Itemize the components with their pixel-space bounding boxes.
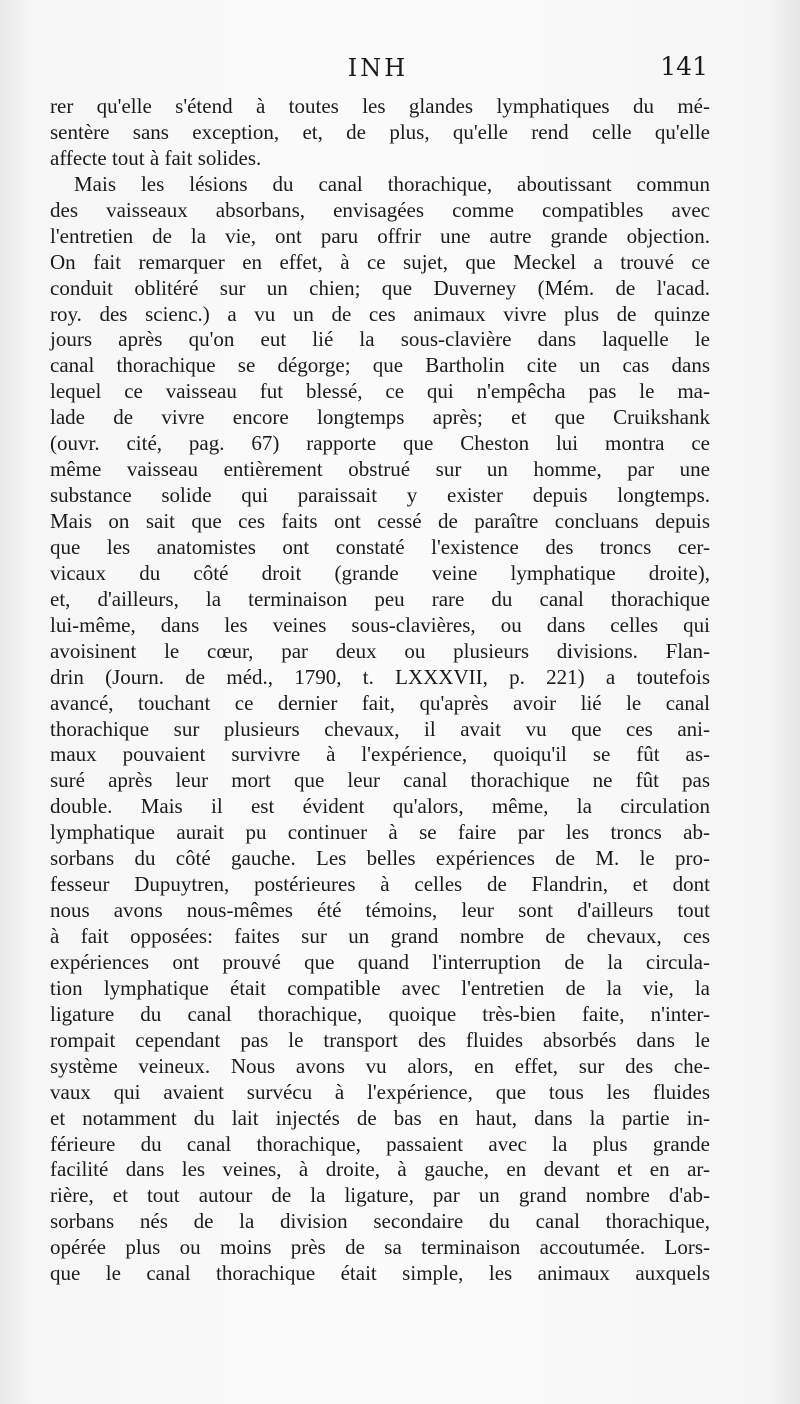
text-line: lymphatique aurait pu continuer à se faire par les troncs ab-: [50, 820, 710, 845]
text-line: canal thorachique se dégorge; que Bartholin cite un cas dans: [50, 353, 710, 378]
text-line: système veineux. Nous avons vu alors, en effet, sur des che-: [50, 1053, 710, 1078]
text-line: Mais on sait que ces faits ont cessé de paraître concluans depuis: [50, 509, 710, 533]
text-line: vicaux du côté droit (grande veine lymphatique droite),: [50, 560, 710, 585]
text-line: sorbans du côté gauche. Les belles expériences de M. le pro-: [50, 846, 710, 871]
text-line: et notamment du lait injectés de bas en haut, dans la partie in-: [50, 1105, 710, 1130]
text-line: que les anatomistes ont constaté l'existence des troncs cer-: [50, 534, 710, 559]
text-line: maux pouvaient survivre à l'expérience, quoiqu'il se fût as-: [50, 742, 710, 767]
body-text: [50, 94, 710, 1287]
text-line: à fait opposées: faites sur un grand nombre de chevaux, ces: [50, 924, 710, 948]
text-line: des vaisseaux absorbans, envisagées comme compatibles avec: [50, 197, 710, 222]
text-line: et, d'ailleurs, la terminaison peu rare du canal thorachique: [50, 586, 710, 611]
text-line: suré après leur mort que leur canal thorachique ne fût pas: [50, 768, 710, 793]
text-line: double. Mais il est évident qu'alors, même, la circulation: [50, 794, 710, 819]
text-line: l'entretien de la vie, ont paru offrir une autre grande objection.: [50, 223, 710, 248]
text-line: que le canal thorachique était simple, les animaux auxquels: [50, 1261, 710, 1286]
text-line: thorachique sur plusieurs chevaux, il avait vu que ces ani-: [50, 716, 710, 741]
text-line: conduit oblitéré sur un chien; que Duverney (Mém. de l'acad.: [50, 275, 710, 300]
text-line: avoisinent le cœur, par deux ou plusieurs divisions. Flan-: [50, 638, 710, 663]
text-line: rompait cependant pas le transport des fluides absorbés dans le: [50, 1027, 710, 1052]
text-line: ligature du canal thorachique, quoique très-bien faite, n'inter-: [50, 1001, 710, 1026]
text-line: jours après qu'on eut lié la sous-clavière dans laquelle le: [50, 327, 710, 352]
text-line: vaux qui avaient survécu à l'expérience, que tous les fluides: [50, 1079, 710, 1104]
text-line: lui-même, dans les veines sous-clavières, ou dans celles qui: [50, 612, 710, 637]
text-line: opérée plus ou moins près de sa terminaison accoutumée. Lors-: [50, 1235, 710, 1260]
text-line: (ouvr. cité, pag. 67) rapporte que Cheston lui montra ce: [50, 431, 710, 456]
text-line: On fait remarquer en effet, à ce sujet, que Meckel a trouvé ce: [50, 249, 710, 274]
text-line: lequel ce vaisseau fut blessé, ce qui n'empêcha pas le ma-: [50, 379, 710, 404]
text-line: même vaisseau entièrement obstrué sur un homme, par une: [50, 457, 710, 482]
page-header: [48, 50, 708, 86]
text-line: rer qu'elle s'étend à toutes les glandes lymphatiques du mé-: [50, 94, 710, 118]
text-line: substance solide qui paraissait y exister depuis longtemps.: [50, 483, 710, 508]
running-head: INH: [347, 54, 409, 82]
text-line: roy. des scienc.) a vu un de ces animaux vivre plus de quinze: [50, 301, 710, 326]
page-number: 141: [660, 52, 708, 81]
text-line: nous avons nous-mêmes été témoins, leur sont d'ailleurs tout: [50, 898, 710, 923]
text-line: facilité dans les veines, à droite, à gauche, en devant et en ar-: [50, 1157, 710, 1182]
text-line: avancé, touchant ce dernier fait, qu'après avoir lié le canal: [50, 690, 710, 715]
text-line: sorbans nés de la division secondaire du canal thorachique,: [50, 1209, 710, 1234]
text-line: expériences ont prouvé que quand l'interruption de la circula-: [50, 949, 710, 974]
text-line: fesseur Dupuytren, postérieures à celles de Flandrin, et dont: [50, 872, 710, 897]
text-line: Mais les lésions du canal thorachique, aboutissant commun: [74, 171, 710, 196]
text-line: tion lymphatique était compatible avec l'entretien de la vie, la: [50, 975, 710, 1000]
text-line: affecte tout à fait solides.: [50, 145, 262, 170]
text-line: lade de vivre encore longtemps après; et que Cruikshank: [50, 405, 710, 430]
text-line: drin (Journ. de méd., 1790, t. LXXXVII, p. 221) a toutefois: [50, 664, 710, 689]
text-line: sentère sans exception, et, de plus, qu'elle rend celle qu'elle: [50, 119, 710, 144]
text-line: férieure du canal thorachique, passaient avec la plus grande: [50, 1131, 710, 1156]
text-line: rière, et tout autour de la ligature, par un grand nombre d'ab-: [50, 1183, 710, 1208]
